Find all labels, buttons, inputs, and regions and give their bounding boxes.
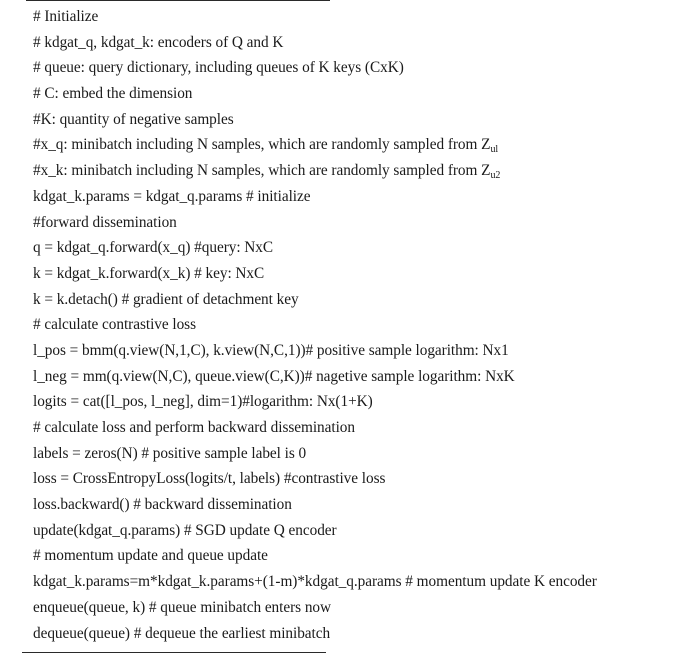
subscript-ul: ul <box>490 144 499 156</box>
code-line-21: update(kdgat_q.params) # SGD update Q encoder <box>33 521 337 539</box>
code-line-25: dequeue(queue) # dequeue the earliest minibatch <box>33 624 331 642</box>
bottom-rule <box>22 652 326 653</box>
code-line-22: # momentum update and queue update <box>33 547 268 565</box>
code-line-6: #x_q: minibatch including N samples, which are randomly sampled from Zul <box>33 136 499 156</box>
code-line-15: l_neg = mm(q.view(N,C), queue.view(C,K))# nagetive sample logarithm: NxK <box>33 367 515 385</box>
code-line-13: # calculate contrastive loss <box>33 316 196 334</box>
code-line-20: loss.backward() # backward dissemination <box>33 496 292 514</box>
code-line-14: l_pos = bmm(q.view(N,1,C), k.view(N,C,1))# positive sample logarithm: Nx1 <box>33 341 509 359</box>
code-line-16: logits = cat([l_pos, l_neg], dim=1)#logarithm: Nx(1+K) <box>33 393 373 411</box>
pseudocode-block <box>33 4 683 646</box>
code-line-10: q = kdgat_q.forward(x_q) #query: NxC <box>33 239 274 257</box>
code-line-5: #K: quantity of negative samples <box>33 110 234 128</box>
code-line-24: enqueue(queue, k) # queue minibatch enters now <box>33 598 332 616</box>
code-line-18: labels = zeros(N) # positive sample label is 0 <box>33 444 307 462</box>
top-rule <box>26 0 330 1</box>
code-line-1: # Initialize <box>33 8 99 25</box>
code-line-7: #x_k: minibatch including N samples, which are randomly sampled from Zu2 <box>33 162 501 182</box>
code-line-9: #forward dissemination <box>33 213 177 231</box>
code-line-3: # queue: query dictionary, including queues of K keys (CxK) <box>33 59 404 77</box>
code-line-8: kdgat_k.params = kdgat_q.params # initialize <box>33 187 311 205</box>
code-line-23: kdgat_k.params=m*kdgat_k.params+(1-m)*kdgat_q.params # momentum update K encoder <box>33 573 597 591</box>
code-line-17: # calculate loss and perform backward dissemination <box>33 419 355 436</box>
code-line-12: k = k.detach() # gradient of detachment key <box>33 290 299 308</box>
code-line-19: loss = CrossEntropyLoss(logits/t, labels) #contrastive loss <box>33 470 386 488</box>
code-line-4: # C: embed the dimension <box>33 85 193 103</box>
subscript-u2: u2 <box>490 170 501 182</box>
code-line-2: # kdgat_q, kdgat_k: encoders of Q and K <box>33 33 284 51</box>
code-line-11: k = kdgat_k.forward(x_k) # key: NxC <box>33 264 265 282</box>
